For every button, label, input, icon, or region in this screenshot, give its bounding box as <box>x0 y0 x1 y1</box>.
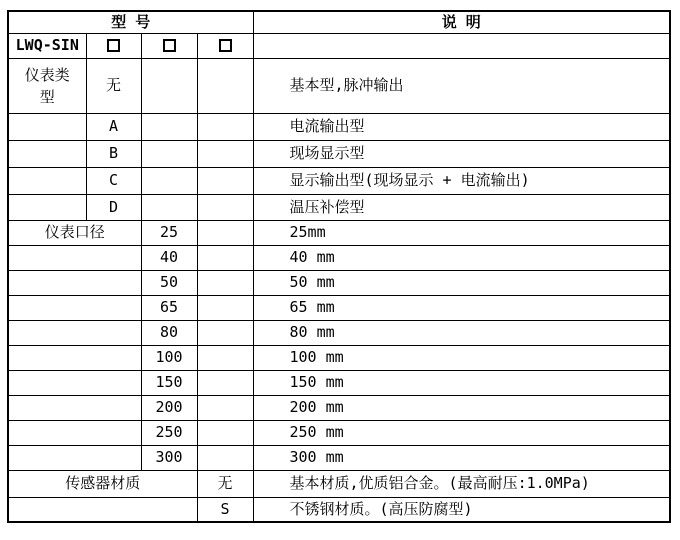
empty-section-cell <box>8 445 141 470</box>
model-group-header <box>8 11 253 33</box>
diameter-code-50 <box>141 270 197 295</box>
material-s-row <box>8 497 670 522</box>
description-header <box>253 11 670 33</box>
material-desc-s <box>253 497 670 522</box>
empty-section-cell <box>8 497 197 522</box>
model-prefix-label: LWQ-SIN <box>15 36 79 55</box>
empty-cell <box>197 167 253 194</box>
model-row <box>8 33 670 58</box>
diameter-80-row <box>8 320 670 345</box>
empty-cell <box>197 113 253 140</box>
empty-cell <box>141 140 197 167</box>
diameter-desc-100-label: 100 mm <box>289 348 344 367</box>
type-code-b-label: B <box>108 144 119 163</box>
type-code-a-label: A <box>108 117 119 136</box>
placeholder-cell <box>86 33 141 58</box>
material-desc-s-label: 不锈钢材质。(高压防腐型) <box>289 499 473 518</box>
type-section-label <box>8 58 86 113</box>
diameter-300-row <box>8 445 670 470</box>
empty-section-cell <box>8 420 141 445</box>
empty-cell <box>197 245 253 270</box>
empty-cell <box>197 420 253 445</box>
diameter-code-200 <box>141 395 197 420</box>
empty-section-cell <box>8 370 141 395</box>
diameter-code-300 <box>141 445 197 470</box>
material-desc-base-label: 基本材质,优质铝合金。(最高耐压:1.0MPa) <box>289 474 590 493</box>
material-code-s-label: S <box>220 499 230 518</box>
diameter-desc-200 <box>253 395 670 420</box>
diameter-40-row <box>8 245 670 270</box>
diameter-code-65 <box>141 295 197 320</box>
diameter-section-label <box>8 220 141 245</box>
diameter-desc-300 <box>253 445 670 470</box>
empty-cell <box>8 113 86 140</box>
type-desc-d-label: 温压补偿型 <box>289 197 365 216</box>
diameter-desc-100 <box>253 345 670 370</box>
type-base-row <box>8 58 670 113</box>
empty-cell <box>8 140 86 167</box>
spec-table-body <box>8 11 670 522</box>
diameter-code-40-label: 40 <box>159 248 179 267</box>
description-header-label: 说 明 <box>441 12 481 31</box>
empty-section-cell <box>8 395 141 420</box>
diameter-code-250 <box>141 420 197 445</box>
diameter-desc-250 <box>253 420 670 445</box>
empty-cell <box>141 167 197 194</box>
empty-cell <box>8 194 86 220</box>
diameter-code-150-label: 150 <box>155 373 183 392</box>
empty-cell <box>141 113 197 140</box>
square-placeholder-icon <box>219 39 232 52</box>
empty-cell <box>197 295 253 320</box>
diameter-50-row <box>8 270 670 295</box>
type-a-row <box>8 113 670 140</box>
type-desc-b <box>253 140 670 167</box>
type-code-d-label: D <box>108 197 119 216</box>
diameter-code-200-label: 200 <box>155 398 183 417</box>
material-code-none-label: 无 <box>217 474 233 493</box>
material-base-row <box>8 470 670 497</box>
diameter-250-row <box>8 420 670 445</box>
empty-section-cell <box>8 345 141 370</box>
square-placeholder-icon <box>163 39 176 52</box>
empty-cell <box>141 194 197 220</box>
diameter-desc-300-label: 300 mm <box>289 448 344 467</box>
empty-description-cell <box>253 33 670 58</box>
diameter-150-row <box>8 370 670 395</box>
diameter-code-80 <box>141 320 197 345</box>
type-code-d <box>86 194 141 220</box>
diameter-desc-80 <box>253 320 670 345</box>
empty-cell <box>197 345 253 370</box>
diameter-code-100-label: 100 <box>155 348 183 367</box>
diameter-100-row <box>8 345 670 370</box>
type-desc-c <box>253 167 670 194</box>
diameter-desc-25 <box>253 220 670 245</box>
empty-cell <box>197 445 253 470</box>
diameter-code-150 <box>141 370 197 395</box>
type-desc-b-label: 现场显示型 <box>289 144 365 163</box>
diameter-desc-250-label: 250 mm <box>289 423 344 442</box>
placeholder-cell <box>197 33 253 58</box>
diameter-section-label-label: 仪表口径 <box>44 223 105 242</box>
diameter-desc-150 <box>253 370 670 395</box>
diameter-code-100 <box>141 345 197 370</box>
empty-cell <box>197 395 253 420</box>
empty-cell <box>197 220 253 245</box>
diameter-desc-25-label: 25mm <box>289 223 326 242</box>
empty-cell <box>197 270 253 295</box>
empty-cell <box>197 320 253 345</box>
empty-cell <box>197 370 253 395</box>
empty-cell <box>8 167 86 194</box>
square-placeholder-icon <box>107 39 120 52</box>
spec-table <box>7 10 671 523</box>
diameter-25-row <box>8 220 670 245</box>
type-desc-d <box>253 194 670 220</box>
diameter-code-80-label: 80 <box>159 323 179 342</box>
diameter-desc-200-label: 200 mm <box>289 398 344 417</box>
diameter-code-65-label: 65 <box>159 298 179 317</box>
empty-cell <box>197 194 253 220</box>
diameter-desc-65 <box>253 295 670 320</box>
type-desc-a-label: 电流输出型 <box>289 117 365 136</box>
type-code-c <box>86 167 141 194</box>
type-code-a <box>86 113 141 140</box>
diameter-desc-50 <box>253 270 670 295</box>
diameter-200-row <box>8 395 670 420</box>
material-desc-base <box>253 470 670 497</box>
diameter-code-25 <box>141 220 197 245</box>
material-section-label <box>8 470 197 497</box>
model-prefix <box>8 33 86 58</box>
diameter-desc-50-label: 50 mm <box>289 273 335 292</box>
empty-section-cell <box>8 295 141 320</box>
type-section-label-label: 仪表类型 <box>24 65 70 106</box>
empty-section-cell <box>8 245 141 270</box>
empty-cell <box>197 58 253 113</box>
type-code-b <box>86 140 141 167</box>
type-c-row <box>8 167 670 194</box>
diameter-65-row <box>8 295 670 320</box>
type-desc-base-label: 基本型,脉冲输出 <box>289 76 404 95</box>
diameter-desc-150-label: 150 mm <box>289 373 344 392</box>
type-desc-c-label: 显示输出型(现场显示 + 电流输出) <box>289 171 530 190</box>
type-desc-a <box>253 113 670 140</box>
diameter-code-25-label: 25 <box>159 223 179 242</box>
type-b-row <box>8 140 670 167</box>
diameter-code-40 <box>141 245 197 270</box>
diameter-desc-40-label: 40 mm <box>289 248 335 267</box>
type-desc-base <box>253 58 670 113</box>
diameter-desc-65-label: 65 mm <box>289 298 335 317</box>
material-code-none <box>197 470 253 497</box>
placeholder-cell <box>141 33 197 58</box>
empty-cell <box>141 58 197 113</box>
empty-section-cell <box>8 320 141 345</box>
diameter-code-50-label: 50 <box>159 273 179 292</box>
material-section-label-label: 传感器材质 <box>65 474 141 493</box>
type-code-none <box>86 58 141 113</box>
header-row <box>8 11 670 33</box>
diameter-desc-40 <box>253 245 670 270</box>
model-group-header-label: 型 号 <box>111 12 151 31</box>
diameter-code-300-label: 300 <box>155 448 183 467</box>
type-d-row <box>8 194 670 220</box>
type-code-c-label: C <box>108 171 119 190</box>
diameter-desc-80-label: 80 mm <box>289 323 335 342</box>
material-code-s <box>197 497 253 522</box>
empty-section-cell <box>8 270 141 295</box>
diameter-code-250-label: 250 <box>155 423 183 442</box>
type-code-none-label: 无 <box>105 76 121 95</box>
empty-cell <box>197 140 253 167</box>
